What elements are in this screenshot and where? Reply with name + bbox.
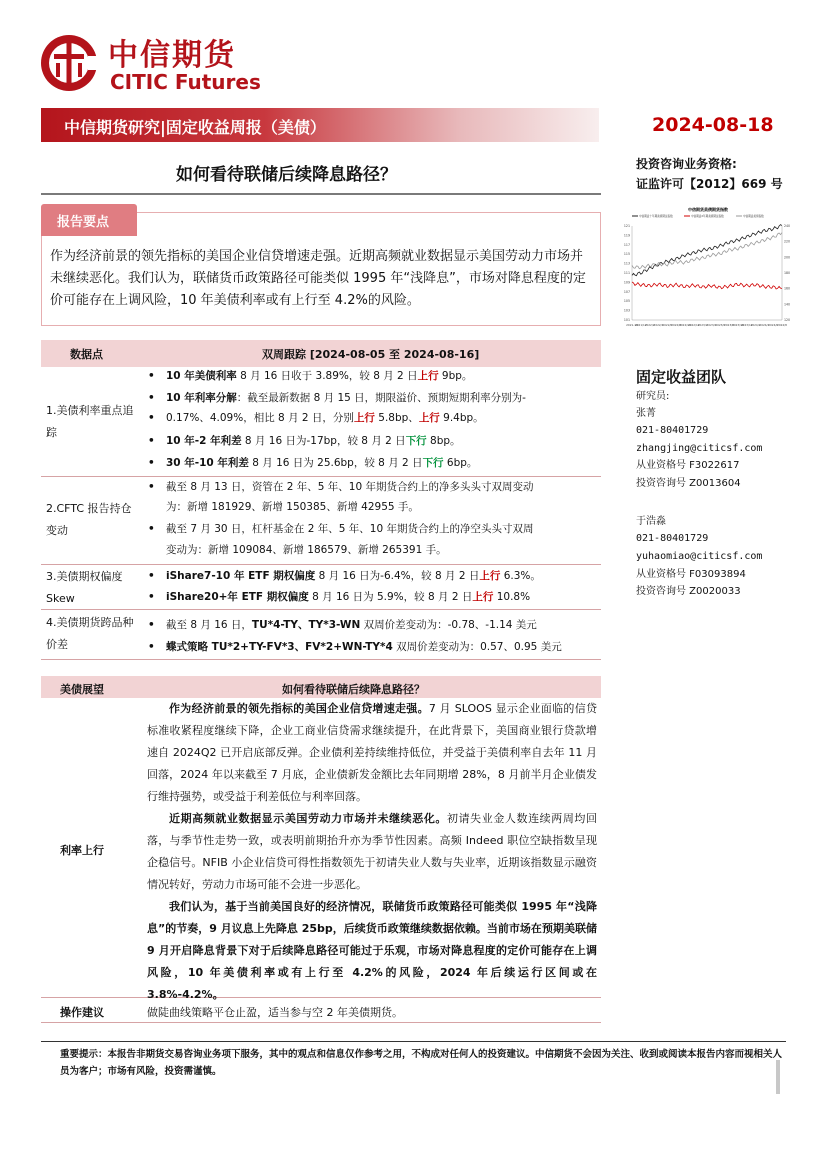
row-label: 2.CFTC 报告持仓变动 <box>46 502 132 537</box>
x-tick-label: 2024/4 <box>759 323 770 327</box>
outlook-paragraph-1: 作为经济前景的领先指标的美国企业信贷增速走强。7 月 SLOOS 显示企业面临的信贷标准收紧程度继续下降，企业工商业信贷需求继续提升，在此背景下，美国商业银行贷款增速自 2024Q2 已开启底部反弹。企业债利差持续维持低位，并受益于美债利率自去年 11 月回落，2024 年以来截至 7 月底，企业债新发金额比去年同期增 28%，8 月前半月企业债发行维持强势，或受益于利差低位与利率回落。 <box>147 702 597 803</box>
x-tick-label: 2022/4 <box>653 323 664 327</box>
x-tick-label: 2024/6 <box>768 323 779 327</box>
report-series-title: 中信期货研究|固定收益周报（美债） <box>64 118 326 137</box>
list-item: • 10 年利率分解：截至最新数据 8 月 15 日，期限溢价、预期短期利率分别为- <box>166 389 526 409</box>
logo-chinese-text: 中信期货 <box>108 38 236 73</box>
y-tick-label: 115 <box>623 252 630 257</box>
footer-divider <box>41 1041 786 1042</box>
operation-text: 做陡曲线策略平仓止盈，适当参与空 2 年美债期货。 <box>147 1006 403 1019</box>
y-tick-label: 180 <box>784 271 791 275</box>
list-item: • iShare20+年 ETF 期权偏度 8 月 16 日为 5.9%，较 8 月 2 日上行 10.8% <box>166 588 530 608</box>
license-number: 证监许可【2012】669 号 <box>636 177 783 191</box>
outlook-label: 美债展望 <box>60 683 104 696</box>
y-tick-label: 107 <box>623 289 630 294</box>
x-tick-label: 2021/12 <box>635 323 647 327</box>
x-tick-label: 2022/8 <box>671 323 682 327</box>
x-tick-label: 2021-10 <box>626 323 638 327</box>
y-tick-label: 109 <box>623 280 630 285</box>
member-email[interactable]: zhangjing@citicsf.com <box>636 443 763 454</box>
bond-index-chart <box>618 206 798 336</box>
chart-title: 中信期货美债期货指数 <box>688 207 728 212</box>
list-item: • 蝶式策略 TU*2+TY-FV*3、FV*2+WN-TY*4 双周价差变动为：0.57、0.95 美元 <box>166 638 562 658</box>
x-tick-label: 2024/2 <box>750 323 761 327</box>
member-consult-number: 投资咨询号 Z0020033 <box>636 586 741 597</box>
member-license: 从业资格号 F3022617 <box>636 460 740 471</box>
y-tick-label: 113 <box>623 261 630 266</box>
y-tick-label: 111 <box>623 271 630 275</box>
outlook-title: 如何看待联储后续降息路径？ <box>282 683 425 696</box>
disclaimer-text: 重要提示：本报告非期货交易咨询业务项下服务，其中的观点和信息仅作参考之用，不构成对任何人的投资建议。中信期货不会因为关注、收到或阅读本报告内容而视相关人员为客户；市场有风险，投资需谨慎。 <box>60 1049 783 1077</box>
outlook-side-label: 利率上行 <box>60 844 104 857</box>
y-tick-label: 220 <box>784 239 791 244</box>
y-tick-label: 120 <box>784 318 791 322</box>
member-phone: 021-80401729 <box>636 533 709 544</box>
member-name: 张菁 <box>636 408 656 419</box>
qualification-label: 投资咨询业务资格: <box>636 157 737 171</box>
list-item: • 10 年-2 年利差 8 月 16 日为-17bp，较 8 月 2 日下行 8bp。 <box>166 432 461 452</box>
y-tick-label: 101 <box>623 318 630 322</box>
y-tick-label: 103 <box>623 308 630 313</box>
list-item-continued: 为：新增 181929、新增 150385、新增 42955 手。 <box>166 501 419 513</box>
x-tick-label: 2022/12 <box>687 323 700 327</box>
x-tick-label: 2022/10 <box>679 323 691 327</box>
y-tick-label: 105 <box>623 299 630 304</box>
list-item: • 30 年-10 年利差 8 月 16 日为 25.6bp，较 8 月 2 日下行 6bp。 <box>166 454 477 474</box>
x-tick-label: 2022/2 <box>644 323 655 327</box>
x-tick-label: 2023/8 <box>724 323 734 327</box>
y-tick-label: 121 <box>623 224 630 228</box>
legend-label: 中信期货美债指数 <box>743 215 764 218</box>
researcher-label: 研究员: <box>636 391 670 402</box>
row-label: 1.美债利率重点追踪 <box>46 404 134 439</box>
outlook-paragraph-2: 近期高频就业数据显示美国劳动力市场并未继续恶化。初请失业金人数连续两周均回落，与季节性走势一致，或表明前期抬升亦为季节性因素。高频 Indeed 职位空缺指数呈现企稳信号。NFIB 小企业信贷可得性指数领先于初请失业人数与失业率，近期该指数显示融资情况转好，劳动力市场可能不会进一步恶化。 <box>147 812 597 891</box>
x-tick-label: 2023/12 <box>740 323 753 327</box>
list-item: • iShare7-10 年 ETF 期权偏度 8 月 16 日为-6.4%，较 8 月 2 日上行 6.3%。 <box>166 567 541 587</box>
x-tick-label: 2024/8 <box>777 323 787 327</box>
operation-label: 操作建议 <box>60 1006 104 1019</box>
page-title: 如何看待联储后续降息路径？ <box>176 165 397 185</box>
team-title: 固定收益团队 <box>636 368 727 386</box>
column-header-datapoint: 数据点 <box>70 348 103 361</box>
row-label: 3.美债期权偏度 Skew <box>46 570 123 605</box>
scrollbar-thumb[interactable] <box>776 1060 780 1094</box>
logo-english-text: CITIC Futures <box>110 70 261 94</box>
legend-label: 中信期货十年期美债期货指数 <box>639 215 673 218</box>
x-tick-label: 2023/10 <box>732 323 744 327</box>
row-label: 4.美债期货跨品种价差 <box>46 616 134 651</box>
y-tick-label: 240 <box>784 224 791 228</box>
series-line <box>632 225 782 276</box>
citic-logo-icon <box>38 32 108 94</box>
member-email[interactable]: yuhaomiao@citicsf.com <box>636 551 763 562</box>
list-item: • 截至 8 月 13 日，资管在 2 年、5 年、10 年期货合约上的净多头头寸双周变动 <box>166 478 533 498</box>
y-tick-label: 117 <box>623 242 630 247</box>
y-tick-label: 200 <box>784 255 791 260</box>
list-item: • 截至 7 月 30 日，杠杆基金在 2 年、5 年、10 年期货合约上的净空头头寸双周 <box>166 520 533 540</box>
list-item-continued: 变动为：新增 109084、新增 186579、新增 265391 手。 <box>166 544 447 556</box>
x-tick-label: 2023/2 <box>697 323 708 327</box>
list-item: • 截至 8 月 16 日，TU*4-TY、TY*3-WN 双周价差变动为：-0.78、-1.14 美元 <box>166 616 537 636</box>
member-phone: 021-80401729 <box>636 425 709 436</box>
outlook-paragraph-3: 我们认为，基于当前美国良好的经济情况，联储货币政策路径可能类似 1995 年“浅降息”的节奏，9 月议息上先降息 25bp，后续货币政策继续数据依赖。当前市场在预期美联储 9 月开启降息背景下对于后续降息路径可能过于乐观，市场对降息程度的定价可能存在上调风险，10 年美债利率或有上行至 4.2%的风险，2024 年后续运行区间或在 3.8%-4.2%。 <box>147 900 597 1001</box>
x-tick-label: 2023/4 <box>706 323 717 327</box>
summary-text: 作为经济前景的领先指标的美国企业信贷增速走强。近期高频就业数据显示美国劳动力市场并未继续恶化。我们认为，联储货币政策路径可能类似 1995 年“浅降息”，市场对降息程度的定价可能存在上调风险，10 年美债利率或有上行至 4.2%的风险。 <box>50 249 586 308</box>
x-tick-label: 2022/6 <box>662 323 673 327</box>
list-item-continued: • 0.17%、4.09%，相比 8 月 2 日，分别上行 5.8bp、上行 9.4bp。 <box>166 409 484 429</box>
title-divider <box>41 193 601 195</box>
y-tick-label: 160 <box>784 286 791 291</box>
member-license: 从业资格号 F03093894 <box>636 569 746 580</box>
member-consult-number: 投资咨询号 Z0013604 <box>636 478 741 489</box>
y-tick-label: 119 <box>623 233 630 238</box>
x-tick-label: 2023/6 <box>715 323 726 327</box>
legend-label: 中信期货2年期美债期货指数 <box>691 215 724 218</box>
summary-tab-label: 报告要点 <box>57 215 110 230</box>
report-date: 2024-08-18 <box>652 114 774 136</box>
y-tick-label: 140 <box>784 302 791 307</box>
member-name: 于浩淼 <box>636 516 666 527</box>
column-header-tracking: 双周跟踪 [2024-08-05 至 2024-08-16] <box>262 348 480 361</box>
series-line <box>632 282 782 289</box>
list-item: • 10 年美债利率 8 月 16 日收于 3.89%，较 8 月 2 日上行 9bp。 <box>166 367 472 387</box>
